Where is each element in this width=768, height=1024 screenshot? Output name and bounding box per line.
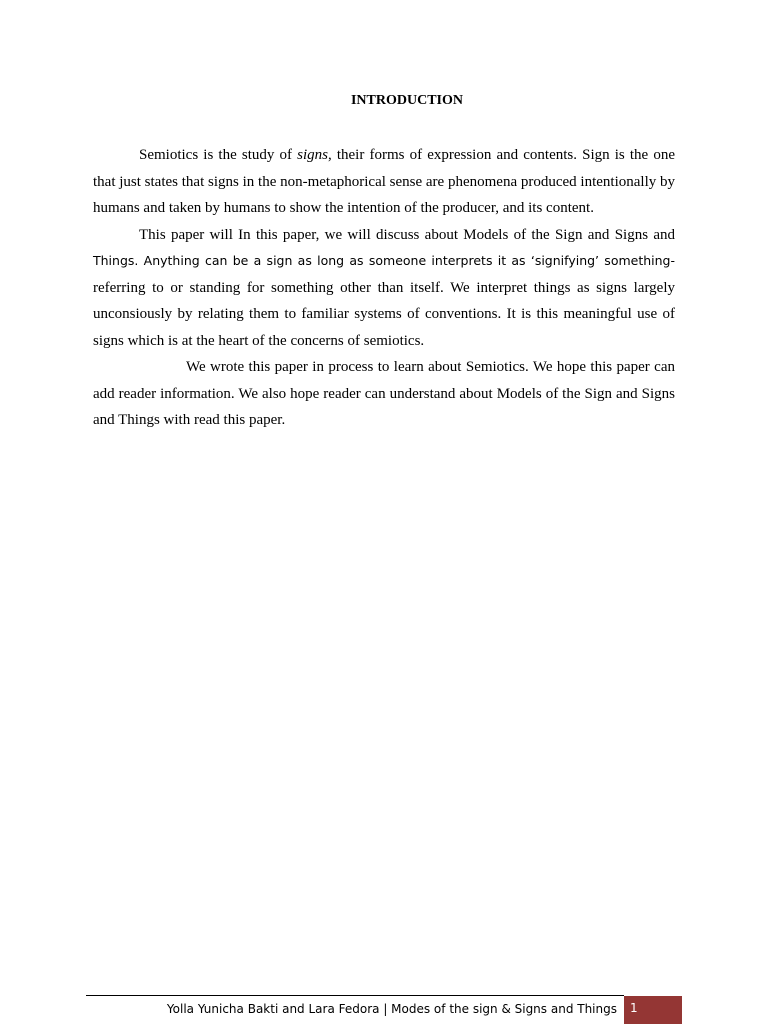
paragraph-2-alt-font-span: Things. Anything can be a sign as long as someone interprets it as ‘signifying’ something- [93,253,675,268]
paragraph-2-rest: referring to or standing for something other than itself. We interpret things as signs largely unconsiously by relating them to familiar systems of conventions. It is this meaningful use of signs which is at the heart of the concerns of semiotics. [93,279,675,349]
footer-running-title: Yolla Yunicha Bakti and Lara Fedora | Modes of the sign & Signs and Things [166,1002,617,1016]
paragraph-2 [93,222,675,355]
paragraph-1-italic-term: signs [297,147,328,163]
page-number-badge: 1 [624,996,682,1024]
paragraph-3: We wrote this paper in process to learn about Semiotics. We hope this paper can add reader information. We also hope reader can understand about Models of the Sign and Signs and Things with read this paper. [93,359,675,428]
body-text [93,142,675,434]
paragraph-1-text-b: , their forms of expression and contents. Sign is the one that just states that signs in the non-metaphorical sense are phenomena produced intentionally by humans and taken by humans to show the intention of the producer, and its content. [93,147,675,216]
paragraph-2-lead: This paper will In this paper, we will discuss about Models of the Sign and Signs and [139,226,675,243]
footer-rule [86,995,624,996]
page-title: INTRODUCTION [350,93,463,108]
paragraph-1-text-a: Semiotics is the study of [139,147,298,163]
paragraph-1 [93,142,675,222]
